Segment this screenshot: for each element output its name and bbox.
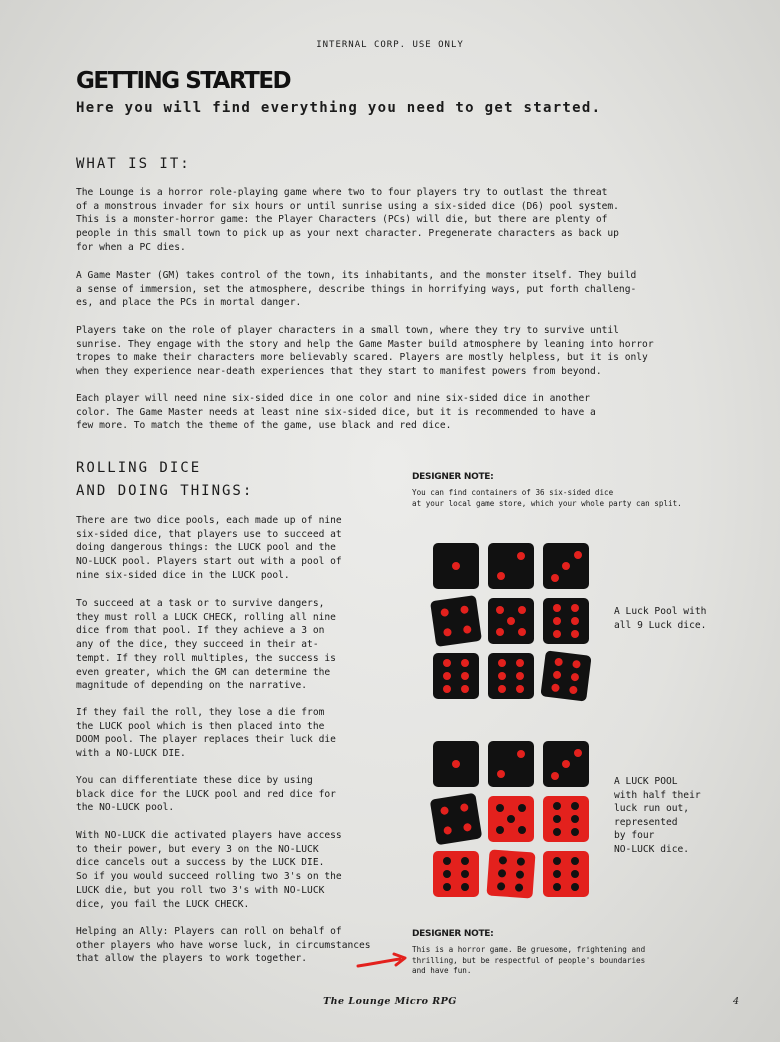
die-pip xyxy=(452,760,460,768)
die-face-4 xyxy=(430,793,483,846)
page-subtitle: Here you will find everything you need to get started. xyxy=(76,100,602,116)
die-pip xyxy=(496,826,504,834)
die-pip xyxy=(518,628,526,636)
designer-note-text: You can find containers of 36 six-sided dice at your local game store, which your whole party can split. xyxy=(412,488,682,508)
designer-note-heading: DESIGNER NOTE: xyxy=(412,472,494,482)
die-pip xyxy=(461,685,469,693)
luck-pool-caption: A Luck Pool with all 9 Luck dice. xyxy=(614,606,707,631)
die-face-6 xyxy=(486,849,535,898)
die-pip xyxy=(574,749,582,757)
die-pip xyxy=(574,551,582,559)
die-pip xyxy=(571,815,579,823)
paragraph: To succeed at a task or to survive dangers, they must roll a LUCK CHECK, rolling all nine dice from that pool. If they achieve a 3 on any of the dice, they succeed in their at- tempt. If they roll multiples, the success is even greater, which the GM can determine the magnitude of depending on the narrative. xyxy=(76,598,336,692)
die-pip xyxy=(452,562,460,570)
die-pip xyxy=(496,628,504,636)
die-face-2 xyxy=(488,741,534,787)
half-pool-caption: A LUCK POOL with half their luck run out, represented by four NO-LUCK dice. xyxy=(614,776,701,855)
die-pip xyxy=(443,826,452,835)
die-pip xyxy=(551,772,559,780)
die-pip xyxy=(461,672,469,680)
die-pip xyxy=(497,572,505,580)
designer-note-text: This is a horror game. Be gruesome, frightening and thrilling, but be respectful of people's boundaries and have fun. xyxy=(412,945,646,975)
die-pip xyxy=(507,617,515,625)
die-pip xyxy=(551,683,560,692)
die-pip xyxy=(553,883,561,891)
section-heading-rolling-2: AND DOING THINGS: xyxy=(76,483,254,499)
die-face-6 xyxy=(488,653,534,699)
die-pip xyxy=(461,883,469,891)
die-pip xyxy=(498,856,507,865)
die-pip xyxy=(516,685,524,693)
die-pip xyxy=(497,882,506,891)
paragraph: If they fail the roll, they lose a die from the LUCK pool which is then placed into the DOOM pool. The player replaces their luck die with a NO-LUCK DIE. xyxy=(76,707,336,760)
die-pip xyxy=(571,857,579,865)
paragraph: The Lounge is a horror role-playing game where two to four players try to outlast the threat of a monstrous invader for six hours or until sunrise using a six-sided dice (D6) pool system. This is a monster-horror game: the Player Characters (PCs) will die, but there are plenty of people in this small town to pick up as your next character. Pregenerate characters as back up for when a PC dies. xyxy=(76,187,619,253)
die-face-6 xyxy=(543,851,589,897)
footer-title: The Lounge Micro RPG xyxy=(323,996,457,1007)
red-arrow-icon xyxy=(356,952,408,972)
die-face-6 xyxy=(433,653,479,699)
die-pip xyxy=(571,673,580,682)
header-label: INTERNAL CORP. USE ONLY xyxy=(316,40,464,50)
die-pip xyxy=(562,760,570,768)
die-face-6 xyxy=(543,598,589,644)
die-pip xyxy=(562,562,570,570)
paragraph: You can differentiate these dice by using black dice for the LUCK pool and red dice for the NO-LUCK pool. xyxy=(76,775,336,814)
die-pip xyxy=(571,630,579,638)
die-pip xyxy=(553,604,561,612)
die-pip xyxy=(463,625,472,634)
die-face-6 xyxy=(540,650,591,701)
die-face-1 xyxy=(433,543,479,589)
die-pip xyxy=(496,804,504,812)
die-pip xyxy=(571,828,579,836)
die-pip xyxy=(443,883,451,891)
die-face-3 xyxy=(543,741,589,787)
die-pip xyxy=(443,659,451,667)
die-face-6 xyxy=(543,796,589,842)
die-pip xyxy=(460,605,469,614)
die-pip xyxy=(571,883,579,891)
die-pip xyxy=(553,815,561,823)
paragraph: Each player will need nine six-sided dice in one color and nine six-sided dice in another color. The Game Master needs at least nine six-sided dice, but it is recommended to have a few more. To match the theme of the game, use black and red dice. xyxy=(76,393,596,432)
die-pip xyxy=(553,870,561,878)
paragraph: There are two dice pools, each made up of nine six-sided dice, that players use to succeed at doing dangerous things: the LUCK pool and the NO-LUCK pool. Players start out with a pool of nine six-sided dice in the LUCK pool. xyxy=(76,515,342,581)
page-title: GETTING STARTED xyxy=(76,68,291,94)
die-pip xyxy=(497,770,505,778)
die-pip xyxy=(440,806,449,815)
die-pip xyxy=(443,857,451,865)
die-pip xyxy=(498,659,506,667)
die-pip xyxy=(461,870,469,878)
die-pip xyxy=(572,660,581,669)
die-pip xyxy=(461,857,469,865)
paragraph: A Game Master (GM) takes control of the town, its inhabitants, and the monster itself. They build a sense of immersion, set the atmosphere, describe things in horrifying ways, put forth challeng- es, and place the PCs in mortal danger. xyxy=(76,270,637,309)
die-face-1 xyxy=(433,741,479,787)
die-pip xyxy=(552,670,561,679)
die-pip xyxy=(507,815,515,823)
die-pip xyxy=(517,750,525,758)
paragraph: With NO-LUCK die activated players have access to their power, but every 3 on the NO-LUCK dice cancels out a success by the LUCK DIE. So if you would succeed rolling two 3's on the LUCK die, but you roll two 3's with NO-LUCK dice, you fail the LUCK CHECK. xyxy=(76,830,342,910)
die-face-4 xyxy=(430,595,482,647)
die-face-5 xyxy=(488,598,534,644)
die-pip xyxy=(496,606,504,614)
die-pip xyxy=(553,857,561,865)
die-pip xyxy=(515,883,524,892)
die-face-2 xyxy=(488,543,534,589)
die-pip xyxy=(440,608,449,617)
die-pip xyxy=(553,630,561,638)
die-pip xyxy=(517,552,525,560)
die-pip xyxy=(443,628,452,637)
page-number: 4 xyxy=(733,996,740,1007)
die-pip xyxy=(553,617,561,625)
die-pip xyxy=(518,606,526,614)
die-pip xyxy=(463,823,472,832)
die-pip xyxy=(551,574,559,582)
die-pip xyxy=(498,869,507,878)
die-pip xyxy=(571,802,579,810)
paragraph: Helping an Ally: Players can roll on behalf of other players who have worse luck, in circumstances that allow the players to work together. xyxy=(76,926,371,965)
die-face-5 xyxy=(488,796,534,842)
paragraph: Players take on the role of player characters in a small town, where they try to survive until sunrise. They engage with the story and help the Game Master build atmosphere by leaning into horror tropes to make their characters more believably scared. Players are mostly helpless, but it is only when they experience near-death experiences that they start to manifest powers from beyond. xyxy=(76,325,654,378)
die-pip xyxy=(553,828,561,836)
die-pip xyxy=(518,804,526,812)
die-pip xyxy=(516,672,524,680)
die-pip xyxy=(518,826,526,834)
die-pip xyxy=(443,672,451,680)
die-pip xyxy=(571,870,579,878)
die-pip xyxy=(516,870,525,879)
die-pip xyxy=(553,802,561,810)
die-face-6 xyxy=(433,851,479,897)
die-pip xyxy=(461,659,469,667)
die-face-3 xyxy=(543,543,589,589)
die-pip xyxy=(443,685,451,693)
die-pip xyxy=(498,672,506,680)
die-pip xyxy=(443,870,451,878)
section-heading-rolling-1: ROLLING DICE xyxy=(76,460,202,476)
die-pip xyxy=(571,617,579,625)
die-pip xyxy=(554,658,563,667)
die-pip xyxy=(498,685,506,693)
die-pip xyxy=(571,604,579,612)
designer-note-heading: DESIGNER NOTE: xyxy=(412,929,494,939)
section-heading-what: WHAT IS IT: xyxy=(76,156,191,172)
die-pip xyxy=(460,803,469,812)
die-pip xyxy=(516,659,524,667)
die-pip xyxy=(569,685,578,694)
die-pip xyxy=(517,858,526,867)
